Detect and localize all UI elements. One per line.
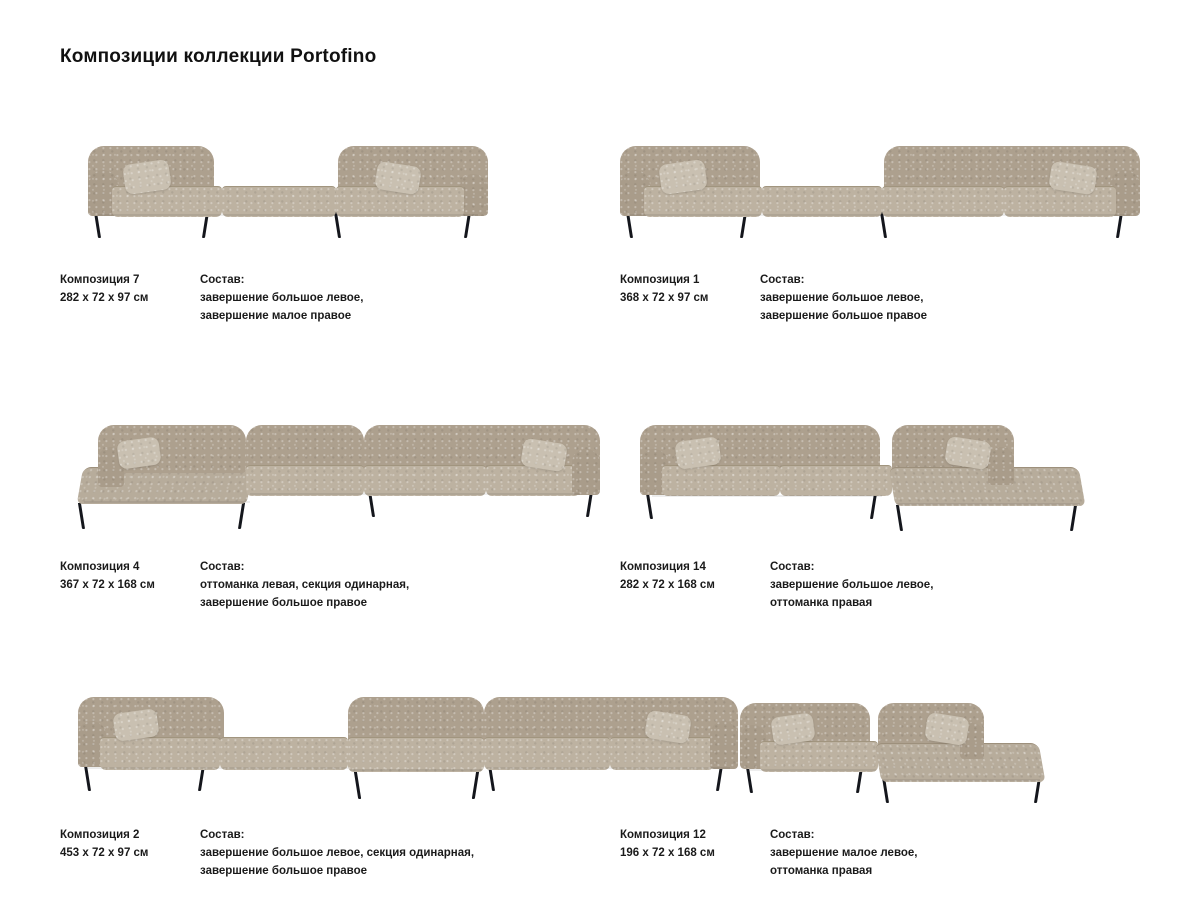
composition-part: оттоманка левая, секция одинарная,: [200, 579, 410, 592]
composition-name: Композиция 12: [620, 828, 706, 841]
composition-part: завершение большое правое: [200, 597, 368, 610]
sofa-seat: [222, 186, 336, 217]
composition-compose-label: Состав:: [200, 561, 245, 574]
sofa-illustration-2: [60, 675, 540, 815]
page-title: Композиции коллекции Portofino: [60, 46, 377, 67]
sofa-base-shadow: [630, 214, 1130, 216]
sofa-seat: [484, 737, 610, 770]
sofa-base-shadow: [750, 769, 876, 771]
compositions-row: [0, 110, 1200, 325]
sofa-leg: [1070, 505, 1077, 531]
sofa-seat: [486, 465, 580, 496]
composition-part: завершение малое левое,: [770, 846, 918, 859]
sofa-seat: [364, 465, 486, 496]
decorative-pillow: [122, 159, 172, 195]
sofa-base-shadow: [250, 493, 580, 495]
composition-dimensions: 282 х 72 х 97 см: [60, 291, 149, 304]
composition-part: оттоманка правая: [770, 864, 873, 877]
composition-compose-label: Состав:: [200, 828, 245, 841]
composition-caption: [60, 559, 540, 612]
sofa-leg: [354, 771, 361, 799]
composition-dimensions: 368 х 72 х 97 см: [620, 291, 709, 304]
sofa-seat: [220, 737, 348, 770]
composition-compose-label: Состав:: [770, 828, 815, 841]
composition-dimensions: 367 х 72 х 168 см: [60, 579, 155, 592]
sofa-seat: [780, 465, 892, 496]
sofa-base-shadow: [84, 501, 250, 503]
composition-part: завершение большое правое: [760, 309, 928, 322]
sofa-armrest: [988, 447, 1014, 485]
sofa-seat: [882, 186, 1004, 217]
sofa-illustration-1: [620, 110, 1160, 260]
composition-part: завершение большое левое,: [770, 579, 934, 592]
composition-dimensions: 282 х 72 х 168 см: [620, 579, 715, 592]
composition-part: завершение большое левое,: [200, 291, 364, 304]
composition-caption: [620, 559, 1160, 612]
sofa-illustration-4: [60, 387, 540, 547]
composition-compose-label: Состав:: [760, 274, 805, 286]
composition-part: завершение большое левое, секция одинарная,: [200, 846, 475, 859]
sofa-seat: [662, 465, 780, 496]
composition-card-4: [0, 387, 600, 612]
sofa-leg: [896, 505, 903, 531]
sofa-seat: [100, 737, 220, 770]
composition-card-14: [600, 387, 1200, 612]
compositions-row: [0, 675, 1200, 880]
decorative-pillow: [770, 712, 815, 746]
composition-name: Композиция 4: [60, 561, 140, 574]
sofa-base-shadow: [350, 769, 482, 771]
sofa-seat: [760, 741, 878, 772]
sofa-illustration-14: [620, 387, 1160, 547]
sofa-illustration-7: [60, 110, 540, 260]
composition-part: оттоманка правая: [770, 597, 873, 610]
compositions-grid: [0, 110, 1200, 880]
sofa-base-shadow: [896, 503, 1080, 505]
composition-dimensions: 453 х 72 х 97 см: [60, 846, 149, 859]
sofa-leg: [472, 771, 479, 799]
sofa-armrest: [572, 449, 600, 495]
composition-dimensions: 196 х 72 х 168 см: [620, 846, 715, 859]
composition-compose-label: Состав:: [770, 561, 815, 574]
sofa-base-shadow: [652, 495, 882, 497]
compositions-row: [0, 387, 1200, 612]
sofa-base-shadow: [882, 779, 1040, 781]
composition-caption: [60, 827, 540, 880]
sofa-leg: [238, 503, 245, 529]
sofa-base-shadow: [88, 767, 348, 769]
sofa-leg: [78, 503, 85, 529]
composition-name: Композиция 1: [620, 274, 700, 286]
composition-card-7: [0, 110, 600, 325]
composition-part: завершение большое правое: [200, 864, 368, 877]
sofa-seat: [246, 465, 364, 496]
decorative-pillow: [658, 159, 708, 195]
composition-name: Композиция 2: [60, 828, 140, 841]
sofa-illustration-12: [620, 675, 1160, 815]
composition-card-2: [0, 675, 600, 880]
composition-part: завершение большое левое,: [760, 291, 924, 304]
composition-caption: [620, 827, 1160, 880]
composition-caption: [620, 272, 1160, 325]
composition-caption: [60, 272, 540, 325]
sofa-seat: [1004, 186, 1116, 217]
decorative-pillow: [112, 708, 159, 742]
composition-card-12: [600, 675, 1200, 880]
sofa-seat: [762, 186, 882, 217]
composition-part: завершение малое правое: [200, 309, 352, 322]
sofa-base-shadow: [98, 214, 478, 216]
sofa-leg: [586, 491, 593, 517]
composition-card-1: [600, 110, 1200, 325]
composition-name: Композиция 7: [60, 274, 140, 286]
composition-name: Композиция 14: [620, 561, 706, 574]
composition-compose-label: Состав:: [200, 274, 245, 286]
sofa-seat: [348, 737, 484, 772]
sofa-ottoman: [889, 467, 1086, 506]
